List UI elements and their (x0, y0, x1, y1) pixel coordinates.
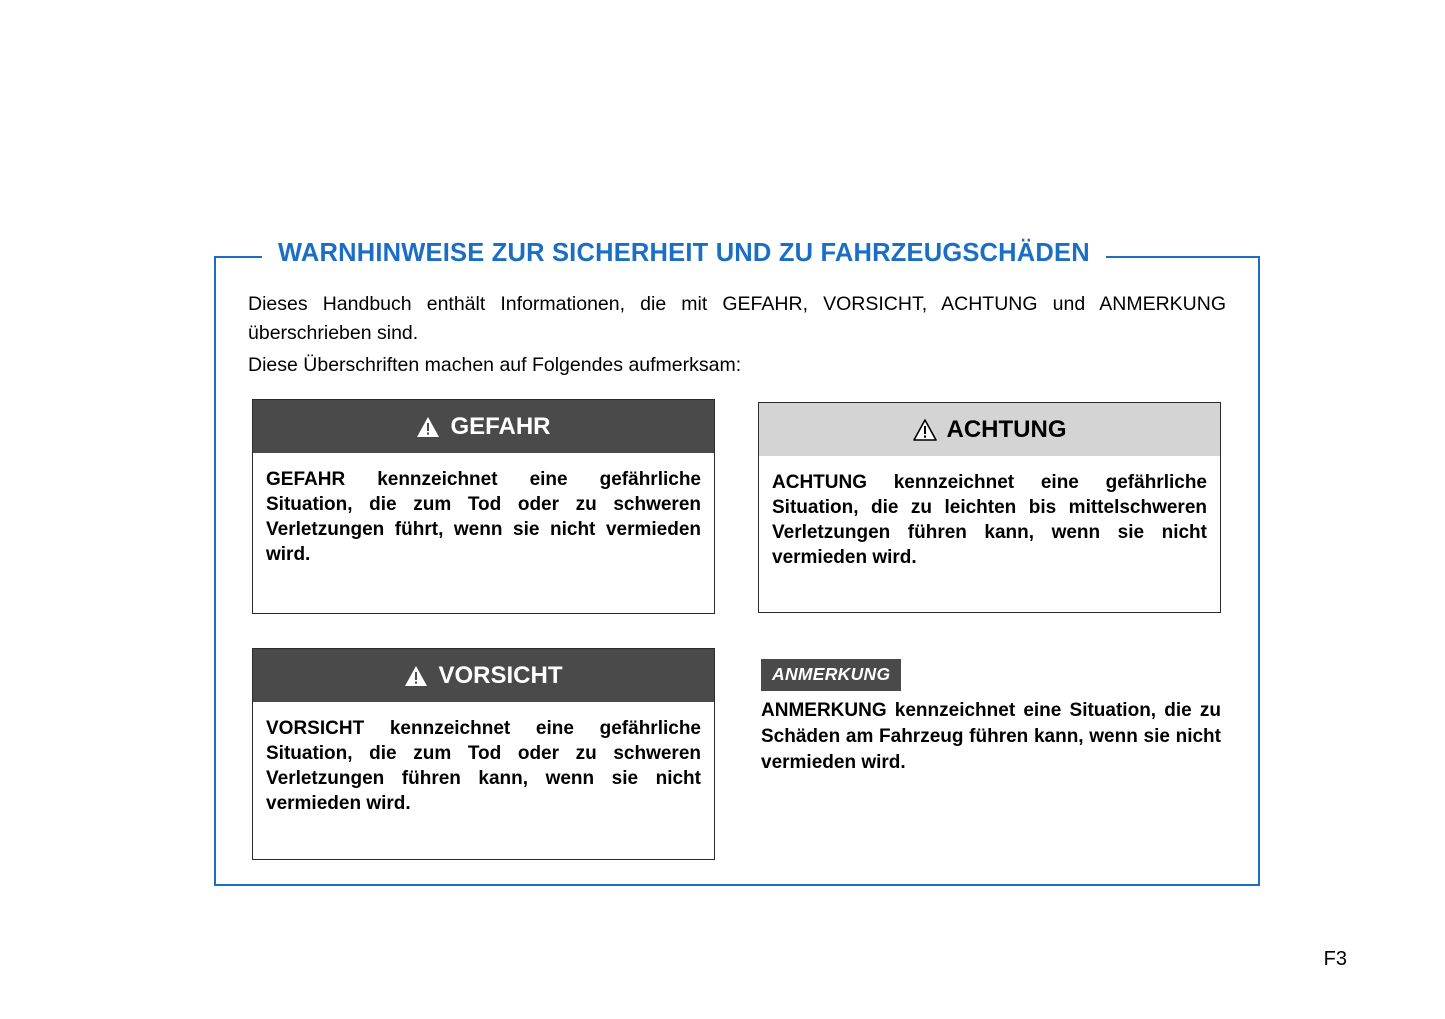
danger-box-gefahr (252, 399, 715, 614)
vorsicht-header (253, 649, 714, 702)
vorsicht-heading-label: VORSICHT (438, 661, 563, 689)
page-number: F3 (1323, 948, 1347, 970)
page-title: WARNHINWEISE ZUR SICHERHEIT UND ZU FAHRZEUGSCHÄDEN (262, 235, 1106, 271)
anmerkung-tag: ANMERKUNG (761, 659, 901, 691)
danger-box-achtung (758, 402, 1221, 613)
anmerkung-body-text: ANMERKUNG kennzeichnet eine Situation, die zu Schäden am Fahrzeug führen kann, wenn sie nicht vermieden wird. (761, 700, 1221, 773)
achtung-header (759, 403, 1220, 456)
achtung-heading-label: ACHTUNG (946, 415, 1067, 443)
warning-triangle-icon (913, 419, 937, 441)
gefahr-body-text: GEFAHR kennzeichnet eine gefährliche Situation, die zum Tod oder zu schweren Verletzungen führt, wenn sie nicht vermieden wird. (266, 469, 701, 565)
intro-paragraph-2: Diese Überschriften machen auf Folgendes aufmerksam: (248, 354, 742, 376)
gefahr-header (253, 400, 714, 453)
warning-triangle-icon (404, 665, 428, 687)
vorsicht-body-text: VORSICHT kennzeichnet eine gefährliche Situation, die zum Tod oder zu schweren Verletzungen führen kann, wenn sie nicht vermieden wird. (266, 718, 701, 814)
gefahr-heading-label: GEFAHR (450, 412, 551, 440)
warning-triangle-icon (416, 416, 440, 438)
intro-text (248, 290, 1226, 380)
intro-paragraph-1: Dieses Handbuch enthält Informationen, die mit GEFAHR, VORSICHT, ACHTUNG und ANMERKUNG überschrieben sind. (248, 293, 1226, 344)
achtung-body-text: ACHTUNG kennzeichnet eine gefährliche Situation, die zu leichten bis mittelschweren Verletzungen führen kann, wenn sie nicht vermieden wird. (772, 472, 1207, 568)
danger-box-vorsicht (252, 648, 715, 860)
